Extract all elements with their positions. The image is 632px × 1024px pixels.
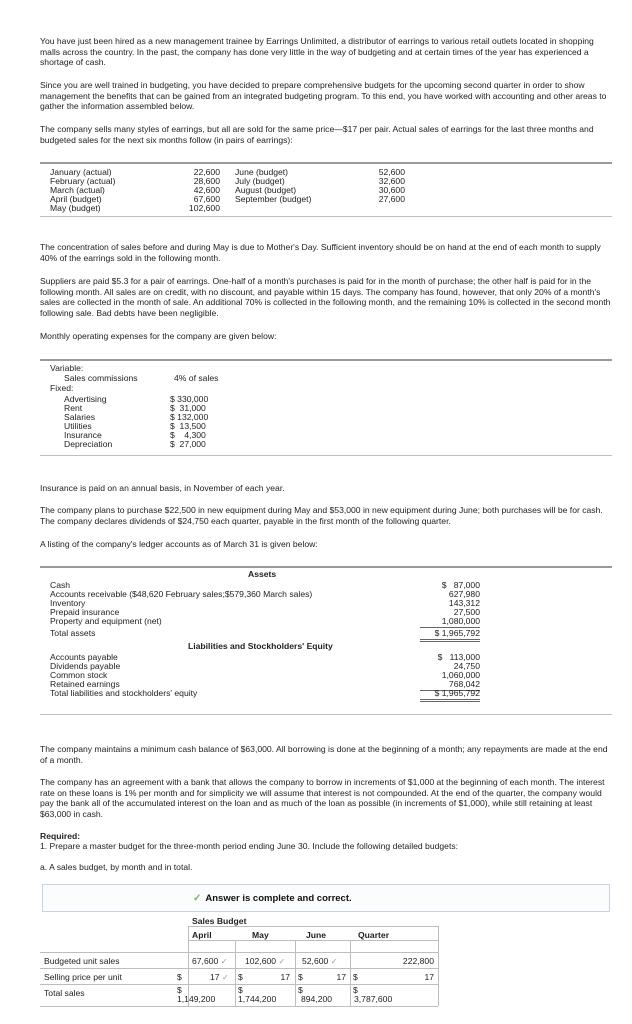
expense-value: $ 4,300: [170, 430, 206, 440]
liability-label: Dividends payable: [50, 661, 121, 671]
required-item-a: a. A sales budget, by month and in total.: [40, 862, 193, 872]
expense-label: Salaries: [64, 412, 96, 422]
liability-value: $ 113,000: [437, 652, 480, 662]
check-icon: ✓: [221, 973, 229, 982]
liability-label: Accounts payable: [50, 652, 118, 662]
checkmark-icon: ✓: [193, 893, 202, 904]
sales-month-label: February (actual): [50, 176, 116, 186]
intro-paragraph: You have just been hired as a new management trainee by Earrings Unlimited, a distributor of earrings to various retail outlets located in shopping malls across the country. In the past, the company has done very little in the way of budgeting and at certain times of the year has experienced a shortage of cash.: [40, 36, 594, 67]
units-june-input[interactable]: 52,600 ✓: [302, 956, 338, 966]
price-june-value: 17: [336, 972, 346, 982]
currency-symbol: $: [238, 972, 243, 982]
sales-month-label: January (actual): [50, 167, 112, 177]
expense-value: $ 132,000: [170, 412, 209, 422]
sales-month-label: August (budget): [235, 185, 297, 195]
table-bottom-border: [40, 455, 612, 456]
assets-heading: Assets: [248, 569, 277, 579]
sales-month-value: 42,600: [193, 185, 220, 195]
sales-month-label: July (budget): [235, 176, 285, 186]
equipment-paragraph: The company plans to purchase $22,500 in new equipment during May and $53,000 in new equipment during June; both purchases will be for cash. The company declares dividends of $24,750 each quarter, payable in the first month of the following quarter.: [40, 505, 603, 526]
table-top-border: [40, 359, 612, 361]
column-header-june: June: [306, 930, 327, 940]
bank-agreement-paragraph: The company has an agreement with a bank that allows the company to borrow in increments of $1,000 at the beginning of each month. The interest rate on these loans is 1% per month and for simplicity we will assume that interest is not compounded. At the end of the quarter, the company would pay the bank all of the accumulated interest on the loan and as much of the loan as possible (in increments of $1,000), while still retaining at least $63,000 in cash.: [40, 777, 605, 819]
required-item-1: 1. Prepare a master budget for the three-month period ending June 30. Include the following detailed budgets:: [40, 841, 459, 851]
currency-symbol: $: [353, 972, 358, 982]
variable-heading: Variable:: [50, 363, 84, 373]
sales-month-label: June (budget): [235, 167, 289, 177]
sales-month-value: 102,600: [188, 203, 220, 213]
expenses-intro-paragraph: Monthly operating expenses for the company are given below:: [40, 331, 277, 341]
units-may-input[interactable]: 102,600 ✓: [245, 956, 286, 966]
suppliers-paragraph: Suppliers are paid $5.3 for a pair of earrings. One-half of a month's purchases is paid for in the month of purchase; the other half is paid for in the following month. All sales are on credit, with no discount, and payable within 15 days. The company has found, however, that only 20% of a month's sales are collected in the month of sale. An additional 70% is collected in the following month, and the remaining 10% is collected in the second month following sale. Bad debts have been negligible.: [40, 276, 611, 318]
inventory-paragraph: The concentration of sales before and during May is due to Mother's Day. Sufficient inventory should be on hand at the end of each month to supply 40% of the earrings sold in the following month.: [40, 242, 601, 263]
expense-label: Rent: [64, 403, 83, 413]
required-heading: Required:: [40, 831, 81, 841]
asset-label: Property and equipment (net): [50, 616, 162, 626]
total-sales-label: Total sales: [44, 988, 85, 998]
asset-label: Inventory: [50, 598, 86, 608]
currency-symbol: $: [298, 972, 303, 982]
answer-status-text: Answer is complete and correct.: [205, 893, 352, 904]
sales-month-label: September (budget): [235, 194, 312, 204]
ledger-accounts-table: [40, 569, 612, 698]
asset-value: 627,980: [448, 589, 480, 599]
price-quarter-value: 17: [424, 972, 434, 982]
total-liabilities-value: $ 1,965,792: [420, 688, 480, 702]
price-may-value: 17: [280, 972, 290, 982]
fixed-heading: Fixed:: [50, 383, 74, 393]
sales-month-value: 27,600: [378, 194, 405, 204]
ledger-intro-paragraph: A listing of the company's ledger accounts as of March 31 is given below:: [40, 539, 318, 549]
column-header-april: April: [192, 930, 212, 940]
total-june-value: 894,200: [301, 994, 333, 1004]
budgeted-unit-sales-label: Budgeted unit sales: [44, 956, 120, 966]
expense-label: Utilities: [64, 421, 92, 431]
sales-budget-title: Sales Budget: [192, 916, 247, 926]
sales-month-value: 32,600: [378, 176, 405, 186]
insurance-paragraph: Insurance is paid on an annual basis, in November of each year.: [40, 483, 285, 493]
sales-month-value: 67,600: [193, 194, 220, 204]
sales-commissions-value: 4% of sales: [174, 373, 219, 383]
answer-status-box: [42, 884, 610, 912]
sales-month-value: 28,600: [193, 176, 220, 186]
units-quarter-value: 222,800: [402, 956, 434, 966]
liability-label: Retained earnings: [50, 679, 120, 689]
price-april-input[interactable]: 17 ✓: [210, 972, 229, 982]
expense-label: Depreciation: [64, 439, 113, 449]
table-bottom-border: [40, 216, 612, 217]
minimum-cash-paragraph: The company maintains a minimum cash balance of $63,000. All borrowing is done at the beginning of a month; any repayments are made at the end of a month.: [40, 744, 608, 765]
expense-value: $ 13,500: [170, 421, 206, 431]
liability-value: 1,060,000: [441, 670, 480, 680]
monthly-sales-table: [40, 167, 612, 219]
sales-commissions-label: Sales commissions: [64, 373, 138, 383]
selling-price-label: Selling price per unit: [44, 972, 122, 982]
total-quarter-value: 3,787,600: [354, 994, 393, 1004]
check-icon: ✓: [330, 957, 338, 966]
sales-month-value: 30,600: [378, 185, 405, 195]
table-bottom-border: [40, 714, 612, 715]
budgeting-paragraph: Since you are well trained in budgeting, you have decided to prepare comprehensive budgets for the upcoming second quarter in order to show management the benefits that can be gained from an integrated budgeting program. To this end, you have worked with accounting and other areas to gather the information assembled below.: [40, 80, 607, 111]
currency-symbol: $: [177, 972, 182, 982]
check-icon: ✓: [278, 957, 286, 966]
asset-value: 143,312: [448, 598, 480, 608]
expense-value: $ 330,000: [170, 394, 209, 404]
currency-symbol: $: [353, 985, 358, 995]
currency-symbol: $: [238, 985, 243, 995]
asset-label: Cash: [50, 580, 71, 590]
total-april-value: 1,149,200: [177, 994, 216, 1004]
sales-month-value: 52,600: [378, 167, 405, 177]
currency-symbol: $: [298, 985, 303, 995]
liability-label: Common stock: [50, 670, 108, 680]
column-header-quarter: Quarter: [358, 930, 390, 940]
currency-symbol: $: [177, 985, 182, 995]
expense-value: $ 27,000: [170, 439, 206, 449]
table-top-border: [40, 566, 612, 568]
operating-expenses-table: [40, 363, 612, 459]
liability-value: 24,750: [453, 661, 480, 671]
expense-value: $ 31,000: [170, 403, 206, 413]
asset-label: Accounts receivable ($48,620 February sales;$579,360 March sales): [50, 589, 313, 599]
liability-value: 768,042: [420, 679, 480, 691]
sales-budget-table: [40, 912, 610, 1006]
asset-value: $ 87,000: [441, 580, 480, 590]
asset-value: 1,080,000: [420, 616, 480, 628]
asset-value: 27,500: [453, 607, 480, 617]
answer-status: [193, 894, 352, 905]
sales-month-value: 22,600: [193, 167, 220, 177]
liabilities-heading: Liabilities and Stockholders' Equity: [188, 641, 333, 651]
sales-month-label: March (actual): [50, 185, 105, 195]
check-icon: ✓: [220, 957, 228, 966]
expense-label: Advertising: [64, 394, 107, 404]
sales-month-label: April (budget): [50, 194, 102, 204]
total-liabilities-label: Total liabilities and stockholders' equity: [50, 688, 198, 698]
total-assets-value: $ 1,965,792: [420, 628, 480, 642]
units-april-input[interactable]: 67,600 ✓: [192, 956, 228, 966]
column-header-may: May: [252, 930, 269, 940]
asset-label: Prepaid insurance: [50, 607, 120, 617]
total-may-value: 1,744,200: [238, 994, 277, 1004]
table-top-border: [40, 162, 612, 164]
total-assets-label: Total assets: [50, 628, 96, 638]
expense-label: Insurance: [64, 430, 102, 440]
sales-intro-paragraph: The company sells many styles of earrings, but all are sold for the same price—$17 per pair. Actual sales of earrings for the last three months and budgeted sales for the next six months follow (in pairs of earrings):: [40, 124, 594, 145]
sales-month-label: May (budget): [50, 203, 101, 213]
